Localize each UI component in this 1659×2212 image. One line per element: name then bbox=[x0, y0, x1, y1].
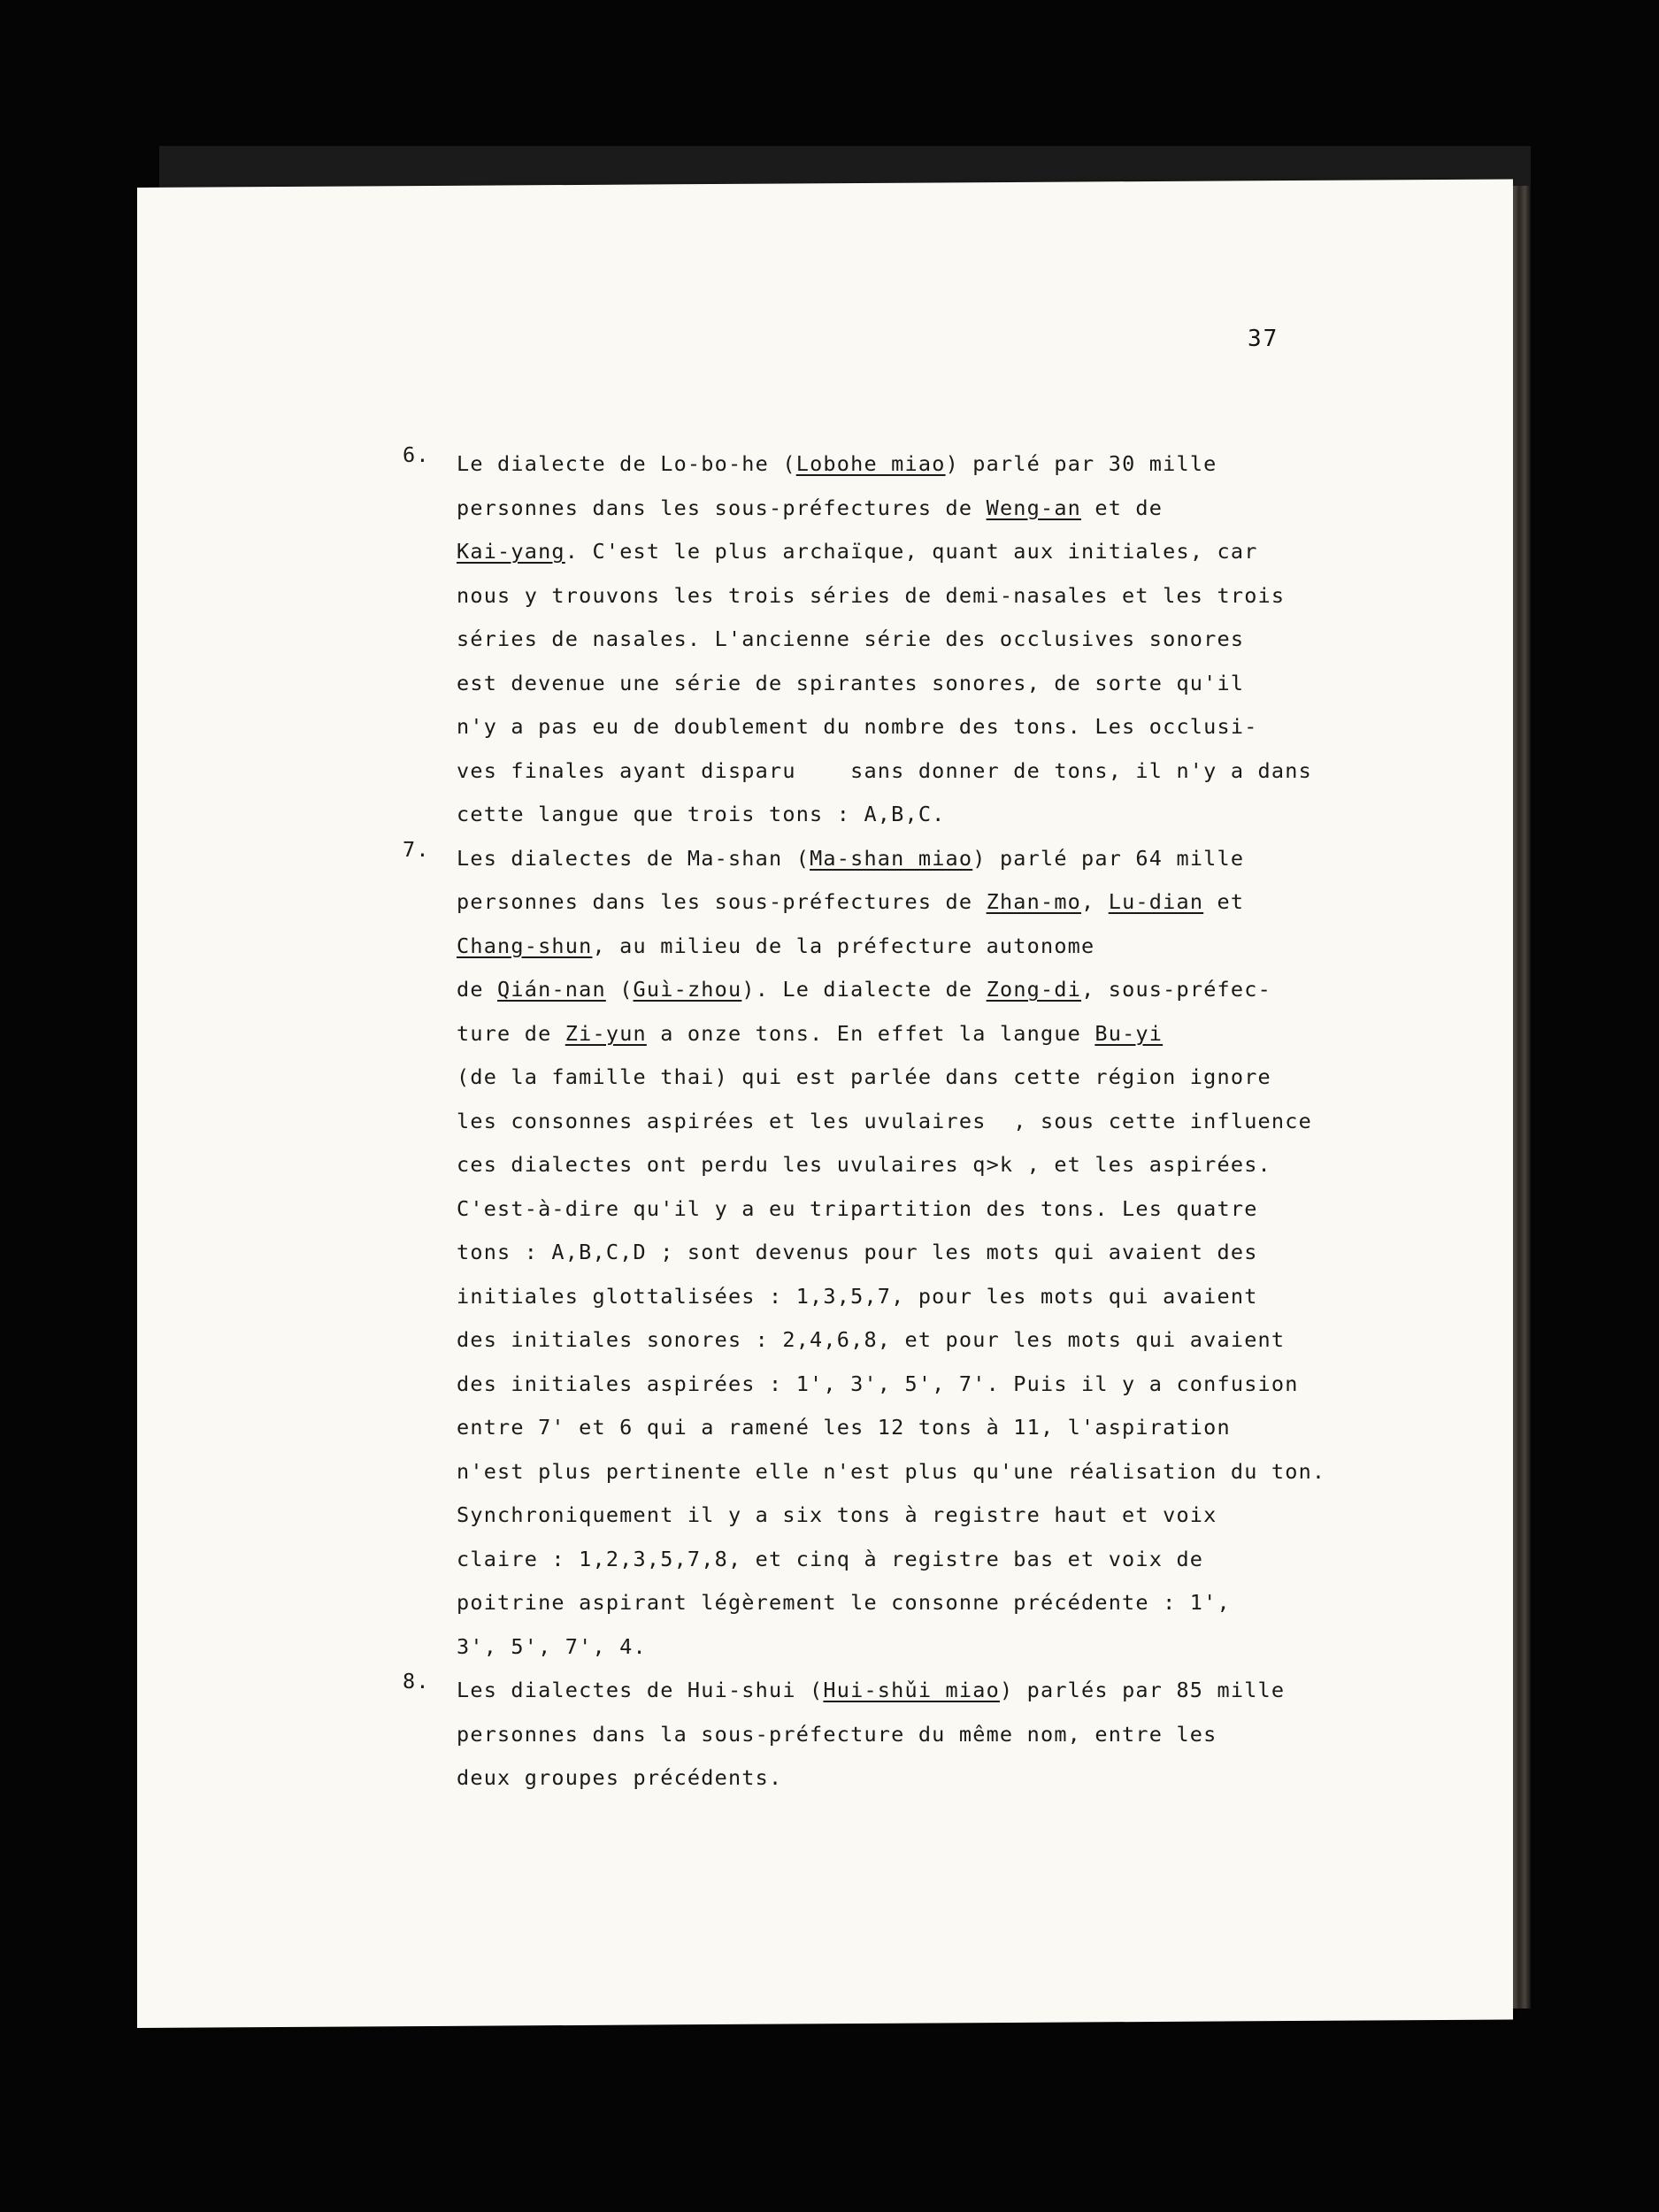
text-run: entre 7' et 6 qui a ramené les 12 tons à 11, l'aspiration bbox=[457, 1415, 1231, 1440]
text-line bbox=[407, 1012, 1327, 1056]
text-run: n'y a pas eu de doublement du nombre des tons. Les occlusi- bbox=[457, 714, 1258, 739]
numbered-paragraph bbox=[403, 1669, 1327, 1801]
text-run: séries de nasales. L'ancienne série des occlusives sonores bbox=[457, 626, 1245, 651]
text-run: , au milieu de la préfecture autonome bbox=[592, 933, 1095, 958]
text-line bbox=[407, 662, 1327, 706]
text-run: et de bbox=[1081, 495, 1164, 520]
text-line bbox=[407, 1494, 1327, 1538]
text-line bbox=[407, 1143, 1327, 1187]
text-run: Les dialectes de Ma-shan ( bbox=[457, 845, 810, 871]
text-run: Les dialectes de Hui-shui ( bbox=[457, 1678, 824, 1702]
text-line bbox=[407, 1231, 1327, 1275]
text-line bbox=[407, 487, 1327, 531]
text-run: ) parlé par 64 mille bbox=[972, 845, 1245, 871]
text-run: ) parlés par 85 mille bbox=[999, 1678, 1286, 1702]
underlined-term: Zhan-mo bbox=[986, 889, 1082, 914]
text-run: n'est plus pertinente elle n'est plus qu'une réalisation du ton. bbox=[457, 1458, 1326, 1484]
text-run: personnes dans les sous-préfectures de bbox=[457, 495, 987, 520]
text-run: personnes dans les sous-préfectures de bbox=[457, 889, 987, 914]
underlined-term: Lobohe miao bbox=[795, 451, 946, 476]
text-run: et bbox=[1203, 889, 1245, 914]
text-run: a onze tons. En effet la langue bbox=[646, 1020, 1095, 1046]
text-run: des initiales sonores : 2,4,6,8, et pour les mots qui avaient bbox=[457, 1327, 1286, 1352]
text-run: nous y trouvons les trois séries de demi-nasales et les trois bbox=[457, 582, 1286, 608]
paragraph-number: 7. bbox=[403, 836, 430, 862]
text-line bbox=[407, 1187, 1327, 1232]
text-run: ( bbox=[605, 977, 634, 1002]
text-run: initiales glottalisées : 1,3,5,7, pour les mots qui avaient bbox=[457, 1283, 1258, 1309]
page-number: 37 bbox=[1248, 326, 1279, 352]
text-line bbox=[407, 1756, 1327, 1801]
text-line bbox=[407, 1625, 1327, 1670]
underlined-term: Qián-nan bbox=[497, 977, 606, 1002]
text-run: ) parlé par 30 mille bbox=[945, 451, 1217, 476]
paragraph-number: 8. bbox=[403, 1669, 430, 1694]
text-run: Le dialecte de Lo-bo-he ( bbox=[457, 451, 796, 476]
text-run: C'est-à-dire qu'il y a eu tripartition des tons. Les quatre bbox=[457, 1195, 1258, 1221]
text-run: les consonnes aspirées et les uvulaires , sous cette influence bbox=[457, 1108, 1312, 1133]
text-line bbox=[407, 618, 1327, 662]
paragraph-number: 6. bbox=[403, 442, 430, 467]
text-line bbox=[407, 1713, 1327, 1757]
underlined-term: Hui-shǔi miao bbox=[823, 1678, 1000, 1702]
text-run: ves finales ayant disparu sans donner de tons, il n'y a dans bbox=[457, 757, 1312, 783]
text-line bbox=[407, 530, 1327, 574]
numbered-paragraph bbox=[403, 836, 1327, 1670]
text-run: des initiales aspirées : 1', 3', 5', 7'. Puis il y a confusion bbox=[457, 1371, 1299, 1396]
underlined-term: Kai-yang bbox=[457, 539, 565, 564]
text-run: claire : 1,2,3,5,7,8, et cinq à registre bas et voix de bbox=[457, 1546, 1204, 1571]
text-run: cette langue que trois tons : A,B,C. bbox=[457, 802, 946, 826]
text-line bbox=[407, 1275, 1327, 1319]
text-line bbox=[407, 574, 1327, 618]
text-line bbox=[407, 1450, 1327, 1494]
text-line bbox=[407, 1318, 1327, 1363]
document-body bbox=[403, 442, 1327, 1801]
text-run: 3', 5', 7', 4. bbox=[457, 1633, 647, 1659]
text-run: (de la famille thai) qui est parlée dans cette région ignore bbox=[457, 1064, 1271, 1089]
underlined-term: Zong-di bbox=[986, 977, 1082, 1002]
text-run: de bbox=[457, 977, 498, 1002]
text-line bbox=[407, 1056, 1327, 1100]
text-line bbox=[407, 1100, 1327, 1144]
text-line bbox=[407, 1669, 1327, 1713]
text-run: , bbox=[1081, 889, 1109, 914]
text-line bbox=[407, 749, 1327, 794]
text-run: deux groupes précédents. bbox=[457, 1765, 783, 1790]
text-line bbox=[407, 1538, 1327, 1582]
underlined-term: Chang-shun bbox=[457, 933, 593, 958]
underlined-term: Ma-shan miao bbox=[810, 845, 973, 871]
text-run: personnes dans la sous-préfecture du même nom, entre les bbox=[457, 1721, 1217, 1747]
text-line bbox=[407, 1581, 1327, 1625]
text-run: . C'est le plus archaïque, quant aux initiales, car bbox=[565, 539, 1258, 564]
text-run: ture de bbox=[457, 1020, 565, 1046]
text-run: tons : A,B,C,D ; sont devenus pour les mots qui avaient des bbox=[457, 1240, 1258, 1264]
text-line bbox=[407, 1406, 1327, 1450]
text-run: Synchroniquement il y a six tons à registre haut et voix bbox=[457, 1502, 1217, 1527]
text-run: est devenue une série de spirantes sonores, de sorte qu'il bbox=[457, 670, 1245, 695]
text-line bbox=[407, 1363, 1327, 1407]
text-line bbox=[407, 925, 1327, 969]
text-run: ces dialectes ont perdu les uvulaires q>k , et les aspirées. bbox=[457, 1152, 1271, 1177]
text-run: poitrine aspirant légèrement le consonne précédente : 1', bbox=[457, 1590, 1231, 1615]
text-line bbox=[407, 837, 1327, 881]
text-run: ). Le dialecte de bbox=[741, 977, 987, 1002]
text-line bbox=[407, 793, 1327, 837]
underlined-term: Zi-yun bbox=[565, 1020, 647, 1046]
underlined-term: Weng-an bbox=[986, 495, 1082, 520]
underlined-term: Guì-zhou bbox=[633, 977, 742, 1002]
underlined-term: Lu-dian bbox=[1108, 889, 1204, 914]
text-run: , sous-préfec- bbox=[1081, 977, 1271, 1002]
page-edge bbox=[1511, 186, 1531, 2008]
text-line bbox=[407, 442, 1327, 487]
underlined-term: Bu-yi bbox=[1094, 1020, 1164, 1046]
text-line bbox=[407, 705, 1327, 749]
text-line bbox=[407, 968, 1327, 1012]
numbered-paragraph bbox=[403, 442, 1327, 837]
text-line bbox=[407, 880, 1327, 925]
